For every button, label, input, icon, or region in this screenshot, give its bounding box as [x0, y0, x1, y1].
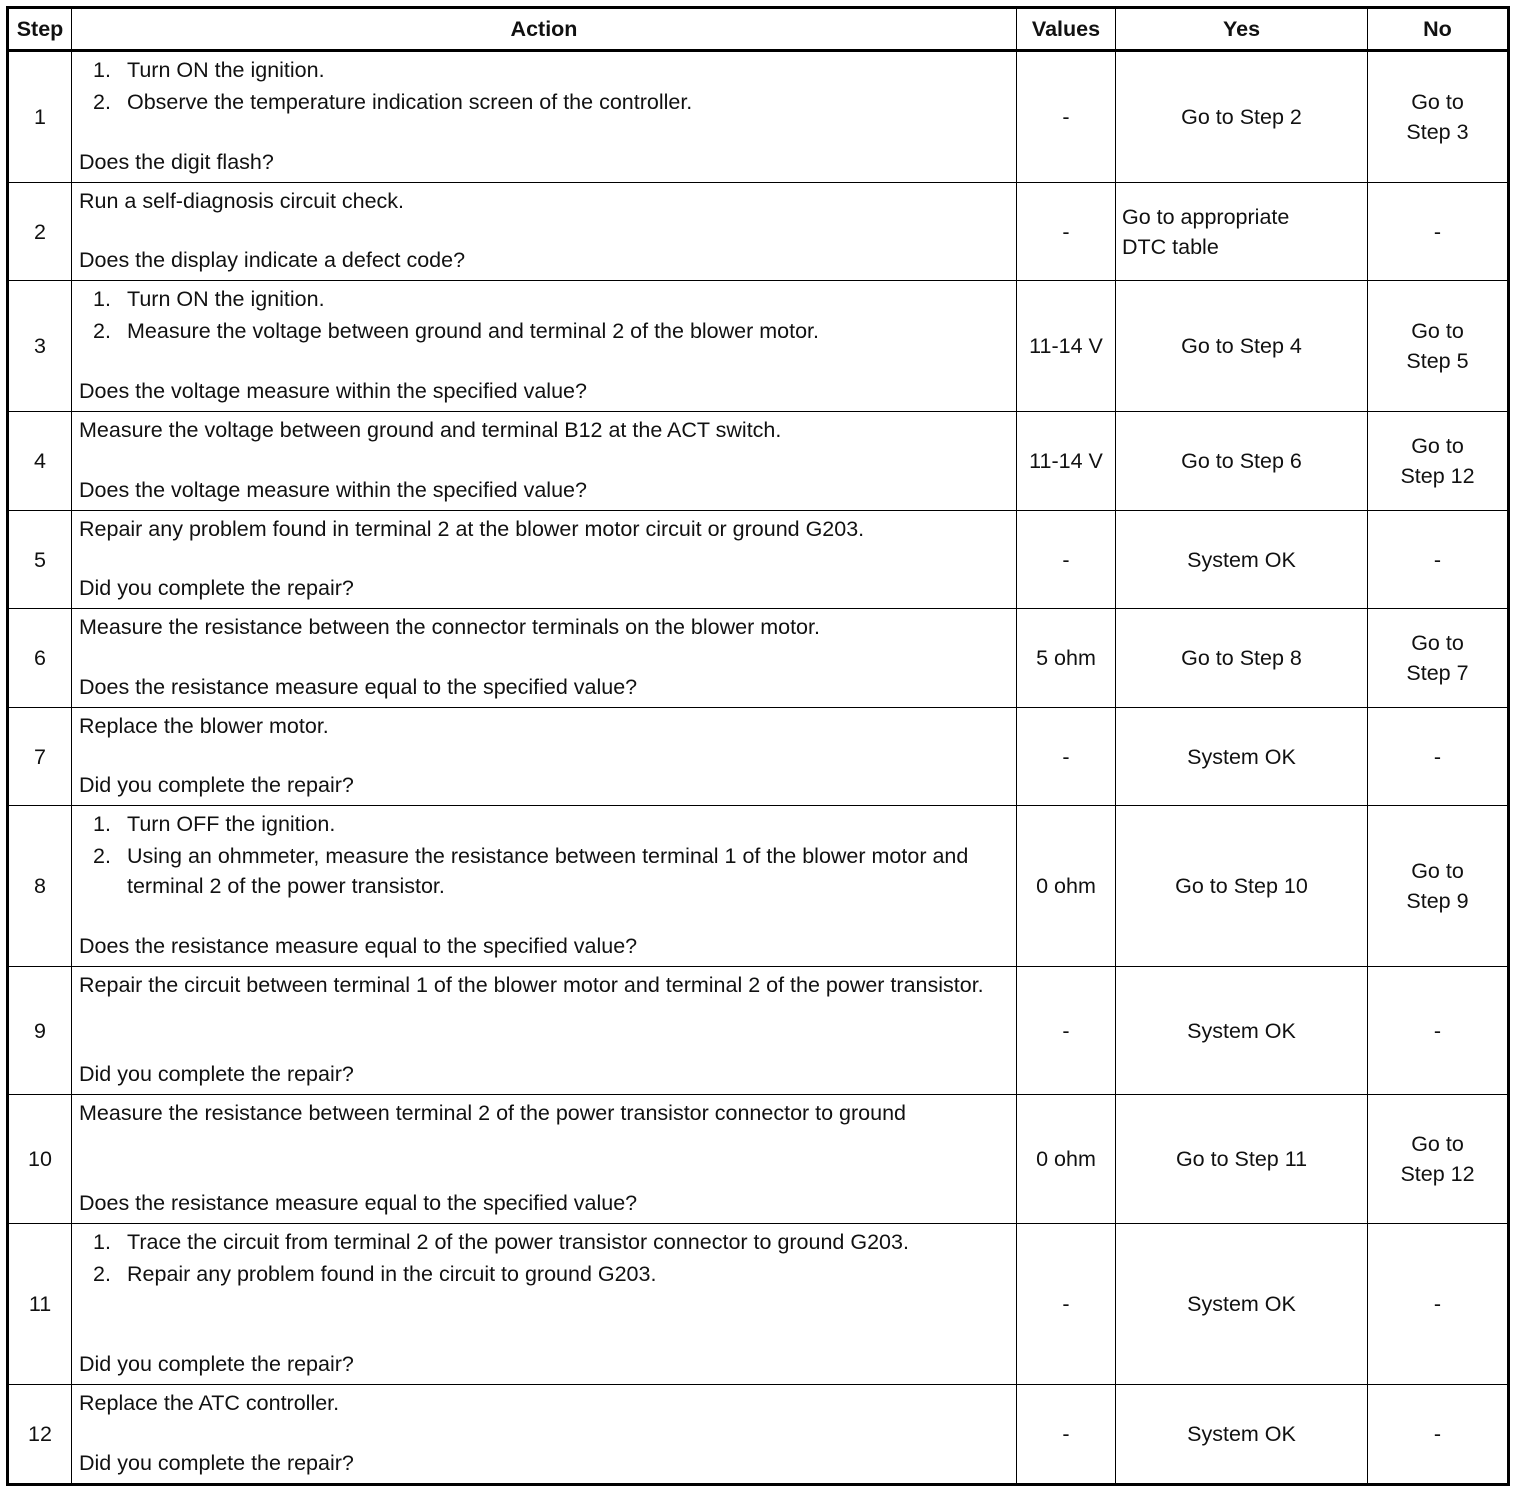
action-content: [72, 610, 1016, 706]
action-cell: [72, 412, 1017, 511]
yes-cell: [1116, 51, 1368, 183]
no-result-text: -: [1433, 219, 1442, 244]
action-cell: [72, 183, 1017, 281]
action-step-list: [79, 809, 1010, 901]
action-step-item: [79, 1227, 1010, 1257]
values-cell: 11-14 V: [1017, 412, 1116, 511]
action-content: [72, 1386, 1016, 1482]
action-step-text: Trace the circuit from terminal 2 of the power transistor connector to ground G203.: [127, 1230, 909, 1254]
values-cell: 5 ohm: [1017, 609, 1116, 708]
yes-result-text: System OK: [1187, 547, 1296, 572]
yes-cell: [1116, 281, 1368, 412]
step-number: 10: [8, 1095, 72, 1224]
action-instructions: [79, 186, 1010, 216]
action-text: Measure the resistance between terminal 2 of the power transistor connector to ground: [79, 1101, 907, 1125]
action-instructions: [79, 514, 1010, 544]
table-row: [8, 412, 1509, 511]
yes-result-text: Go to Step 10: [1175, 874, 1308, 898]
action-question: Does the voltage measure within the specified value?: [79, 379, 587, 403]
step-number: 12: [8, 1385, 72, 1485]
action-step-text: Using an ohmmeter, measure the resistance between terminal 1 of the blower motor and terminal 2 of the power transistor.: [127, 844, 969, 898]
yes-result-text: Go to Step 8: [1181, 646, 1302, 670]
action-step-list: [79, 1227, 1010, 1289]
action-step-text: Turn ON the ignition.: [127, 287, 325, 311]
action-cell: [72, 806, 1017, 967]
action-cell: [72, 1224, 1017, 1385]
action-step-number: 2.: [93, 844, 111, 868]
no-cell: [1368, 412, 1509, 511]
action-cell: [72, 281, 1017, 412]
no-result-text: -: [1433, 1422, 1442, 1446]
table-body: [8, 51, 1509, 1485]
action-cell: [72, 708, 1017, 806]
no-result-text: Go to: [1411, 90, 1464, 114]
table-row: [8, 1095, 1509, 1224]
table-row: [8, 183, 1509, 281]
header-values: Values: [1017, 8, 1116, 51]
no-result-text: -: [1433, 1292, 1442, 1316]
action-text: Replace the ATC controller.: [79, 1391, 340, 1415]
no-result-text: -: [1433, 547, 1442, 572]
no-result-text: -: [1433, 744, 1442, 769]
yes-result-text: DTC table: [1122, 234, 1219, 259]
table-row: [8, 967, 1509, 1095]
action-text: Measure the voltage between ground and terminal B12 at the ACT switch.: [79, 418, 782, 442]
action-step-list: [79, 55, 1010, 117]
action-step-item: [79, 87, 1010, 117]
header-action: Action: [72, 8, 1017, 51]
step-number: 3: [8, 281, 72, 412]
action-content: [72, 512, 1016, 607]
action-question: Did you complete the repair?: [79, 576, 354, 600]
yes-cell: [1116, 511, 1368, 609]
values-cell: -: [1017, 183, 1116, 281]
table-row: [8, 806, 1509, 967]
no-cell: [1368, 1224, 1509, 1385]
yes-cell: [1116, 1095, 1368, 1224]
step-number: 4: [8, 412, 72, 511]
table-row: [8, 609, 1509, 708]
action-step-number: 2.: [93, 319, 111, 343]
no-cell: [1368, 281, 1509, 412]
action-instructions: [79, 711, 1010, 741]
yes-result-text: Go to Step 2: [1181, 105, 1302, 129]
action-text: Run a self-diagnosis circuit check.: [79, 189, 405, 213]
action-step-text: Repair any problem found in the circuit to ground G203.: [127, 1262, 657, 1286]
yes-result-text: Go to appropriate: [1122, 204, 1290, 229]
action-cell: [72, 1385, 1017, 1485]
no-cell: [1368, 609, 1509, 708]
action-step-item: [79, 316, 1010, 346]
action-cell: [72, 609, 1017, 708]
action-content: [72, 709, 1016, 804]
no-result-text: Go to: [1411, 1132, 1464, 1156]
action-cell: [72, 1095, 1017, 1224]
no-result-text: Step 7: [1406, 661, 1469, 685]
no-result-text: Go to: [1411, 434, 1464, 458]
action-instructions: [79, 55, 1010, 119]
action-step-item: [79, 809, 1010, 839]
no-cell: [1368, 806, 1509, 967]
action-step-number: 1.: [93, 287, 111, 311]
no-result-text: Step 5: [1406, 349, 1469, 373]
no-cell: [1368, 1385, 1509, 1485]
action-question: Does the voltage measure within the specified value?: [79, 478, 587, 502]
step-number: 11: [8, 1224, 72, 1385]
no-cell: [1368, 183, 1509, 281]
step-number: 1: [8, 51, 72, 183]
yes-cell: [1116, 1385, 1368, 1485]
yes-result-text: System OK: [1187, 1422, 1296, 1446]
no-result-text: Go to: [1411, 859, 1464, 883]
values-cell: -: [1017, 708, 1116, 806]
action-step-number: 2.: [93, 1262, 111, 1286]
action-question: Did you complete the repair?: [79, 1451, 354, 1475]
action-content: [72, 968, 1016, 1093]
action-question: Did you complete the repair?: [79, 1062, 354, 1086]
step-number: 2: [8, 183, 72, 281]
no-result-text: -: [1433, 1018, 1442, 1043]
action-question: Did you complete the repair?: [79, 773, 354, 797]
action-text: Repair the circuit between terminal 1 of the blower motor and terminal 2 of the power transistor.: [79, 973, 984, 997]
action-step-text: Observe the temperature indication screen of the controller.: [127, 90, 693, 114]
header-step: Step: [8, 8, 72, 51]
no-result-text: Step 12: [1400, 464, 1475, 488]
yes-cell: [1116, 183, 1368, 281]
no-cell: [1368, 1095, 1509, 1224]
diagnostic-table: [6, 6, 1510, 1486]
action-step-text: Measure the voltage between ground and terminal 2 of the blower motor.: [127, 319, 819, 343]
action-question: Does the resistance measure equal to the specified value?: [79, 934, 638, 958]
yes-result-text: Go to Step 11: [1175, 1147, 1308, 1171]
action-cell: [72, 51, 1017, 183]
no-result-text: Step 9: [1406, 889, 1469, 913]
table-row: [8, 1385, 1509, 1485]
yes-cell: [1116, 967, 1368, 1095]
table-row: [8, 51, 1509, 183]
step-number: 9: [8, 967, 72, 1095]
step-number: 8: [8, 806, 72, 967]
table-row: [8, 1224, 1509, 1385]
action-question: Does the resistance measure equal to the specified value?: [79, 1191, 638, 1215]
action-text: Replace the blower motor.: [79, 714, 329, 738]
action-text: Measure the resistance between the connector terminals on the blower motor.: [79, 615, 820, 639]
action-question: Does the digit flash?: [79, 150, 274, 174]
action-step-list: [79, 284, 1010, 346]
values-cell: -: [1017, 1385, 1116, 1485]
action-step-item: [79, 284, 1010, 314]
yes-cell: [1116, 1224, 1368, 1385]
action-content: [72, 282, 1016, 410]
action-content: [72, 53, 1016, 181]
no-cell: [1368, 708, 1509, 806]
values-cell: 11-14 V: [1017, 281, 1116, 412]
header-row: [8, 8, 1509, 51]
no-result-text: Go to: [1411, 631, 1464, 655]
action-question: Did you complete the repair?: [79, 1352, 354, 1376]
step-number: 5: [8, 511, 72, 609]
no-result-text: Go to: [1411, 319, 1464, 343]
header-no: No: [1368, 8, 1509, 51]
action-step-number: 1.: [93, 1230, 111, 1254]
action-instructions: [79, 1388, 1010, 1418]
values-cell: -: [1017, 967, 1116, 1095]
action-content: [72, 413, 1016, 509]
step-number: 7: [8, 708, 72, 806]
action-step-number: 1.: [93, 812, 111, 836]
yes-result-text: System OK: [1187, 744, 1296, 769]
action-question: Does the resistance measure equal to the specified value?: [79, 675, 638, 699]
action-step-text: Turn OFF the ignition.: [127, 812, 336, 836]
step-number: 6: [8, 609, 72, 708]
action-step-number: 2.: [93, 90, 111, 114]
yes-cell: [1116, 708, 1368, 806]
header-yes: Yes: [1116, 8, 1368, 51]
action-step-number: 1.: [93, 58, 111, 82]
no-cell: [1368, 967, 1509, 1095]
values-cell: 0 ohm: [1017, 806, 1116, 967]
action-instructions: [79, 1227, 1010, 1291]
action-question: Does the display indicate a defect code?: [79, 248, 466, 272]
action-content: [72, 807, 1016, 965]
action-instructions: [79, 415, 1010, 445]
action-content: [72, 184, 1016, 279]
values-cell: 0 ohm: [1017, 1095, 1116, 1224]
action-step-item: [79, 1259, 1010, 1289]
table-row: [8, 708, 1509, 806]
yes-result-text: Go to Step 4: [1181, 334, 1302, 358]
action-step-item: [79, 55, 1010, 85]
action-instructions: [79, 284, 1010, 348]
yes-result-text: System OK: [1187, 1292, 1296, 1316]
values-cell: -: [1017, 51, 1116, 183]
yes-result-text: Go to Step 6: [1181, 449, 1302, 473]
no-cell: [1368, 51, 1509, 183]
values-cell: -: [1017, 1224, 1116, 1385]
table-row: [8, 511, 1509, 609]
action-instructions: [79, 809, 1010, 903]
yes-cell: [1116, 609, 1368, 708]
action-instructions: [79, 970, 1010, 1000]
action-instructions: [79, 612, 1010, 642]
table-row: [8, 281, 1509, 412]
action-content: [72, 1225, 1016, 1383]
values-cell: -: [1017, 511, 1116, 609]
yes-result-text: System OK: [1187, 1018, 1296, 1043]
yes-cell: [1116, 806, 1368, 967]
no-result-text: Step 3: [1406, 120, 1469, 144]
action-step-item: [79, 841, 1010, 901]
no-cell: [1368, 511, 1509, 609]
action-cell: [72, 967, 1017, 1095]
action-content: [72, 1096, 1016, 1222]
action-text: Repair any problem found in terminal 2 at the blower motor circuit or ground G203.: [79, 517, 865, 541]
action-cell: [72, 511, 1017, 609]
action-step-text: Turn ON the ignition.: [127, 58, 325, 82]
yes-cell: [1116, 412, 1368, 511]
no-result-text: Step 12: [1400, 1162, 1475, 1186]
action-instructions: [79, 1098, 1010, 1128]
